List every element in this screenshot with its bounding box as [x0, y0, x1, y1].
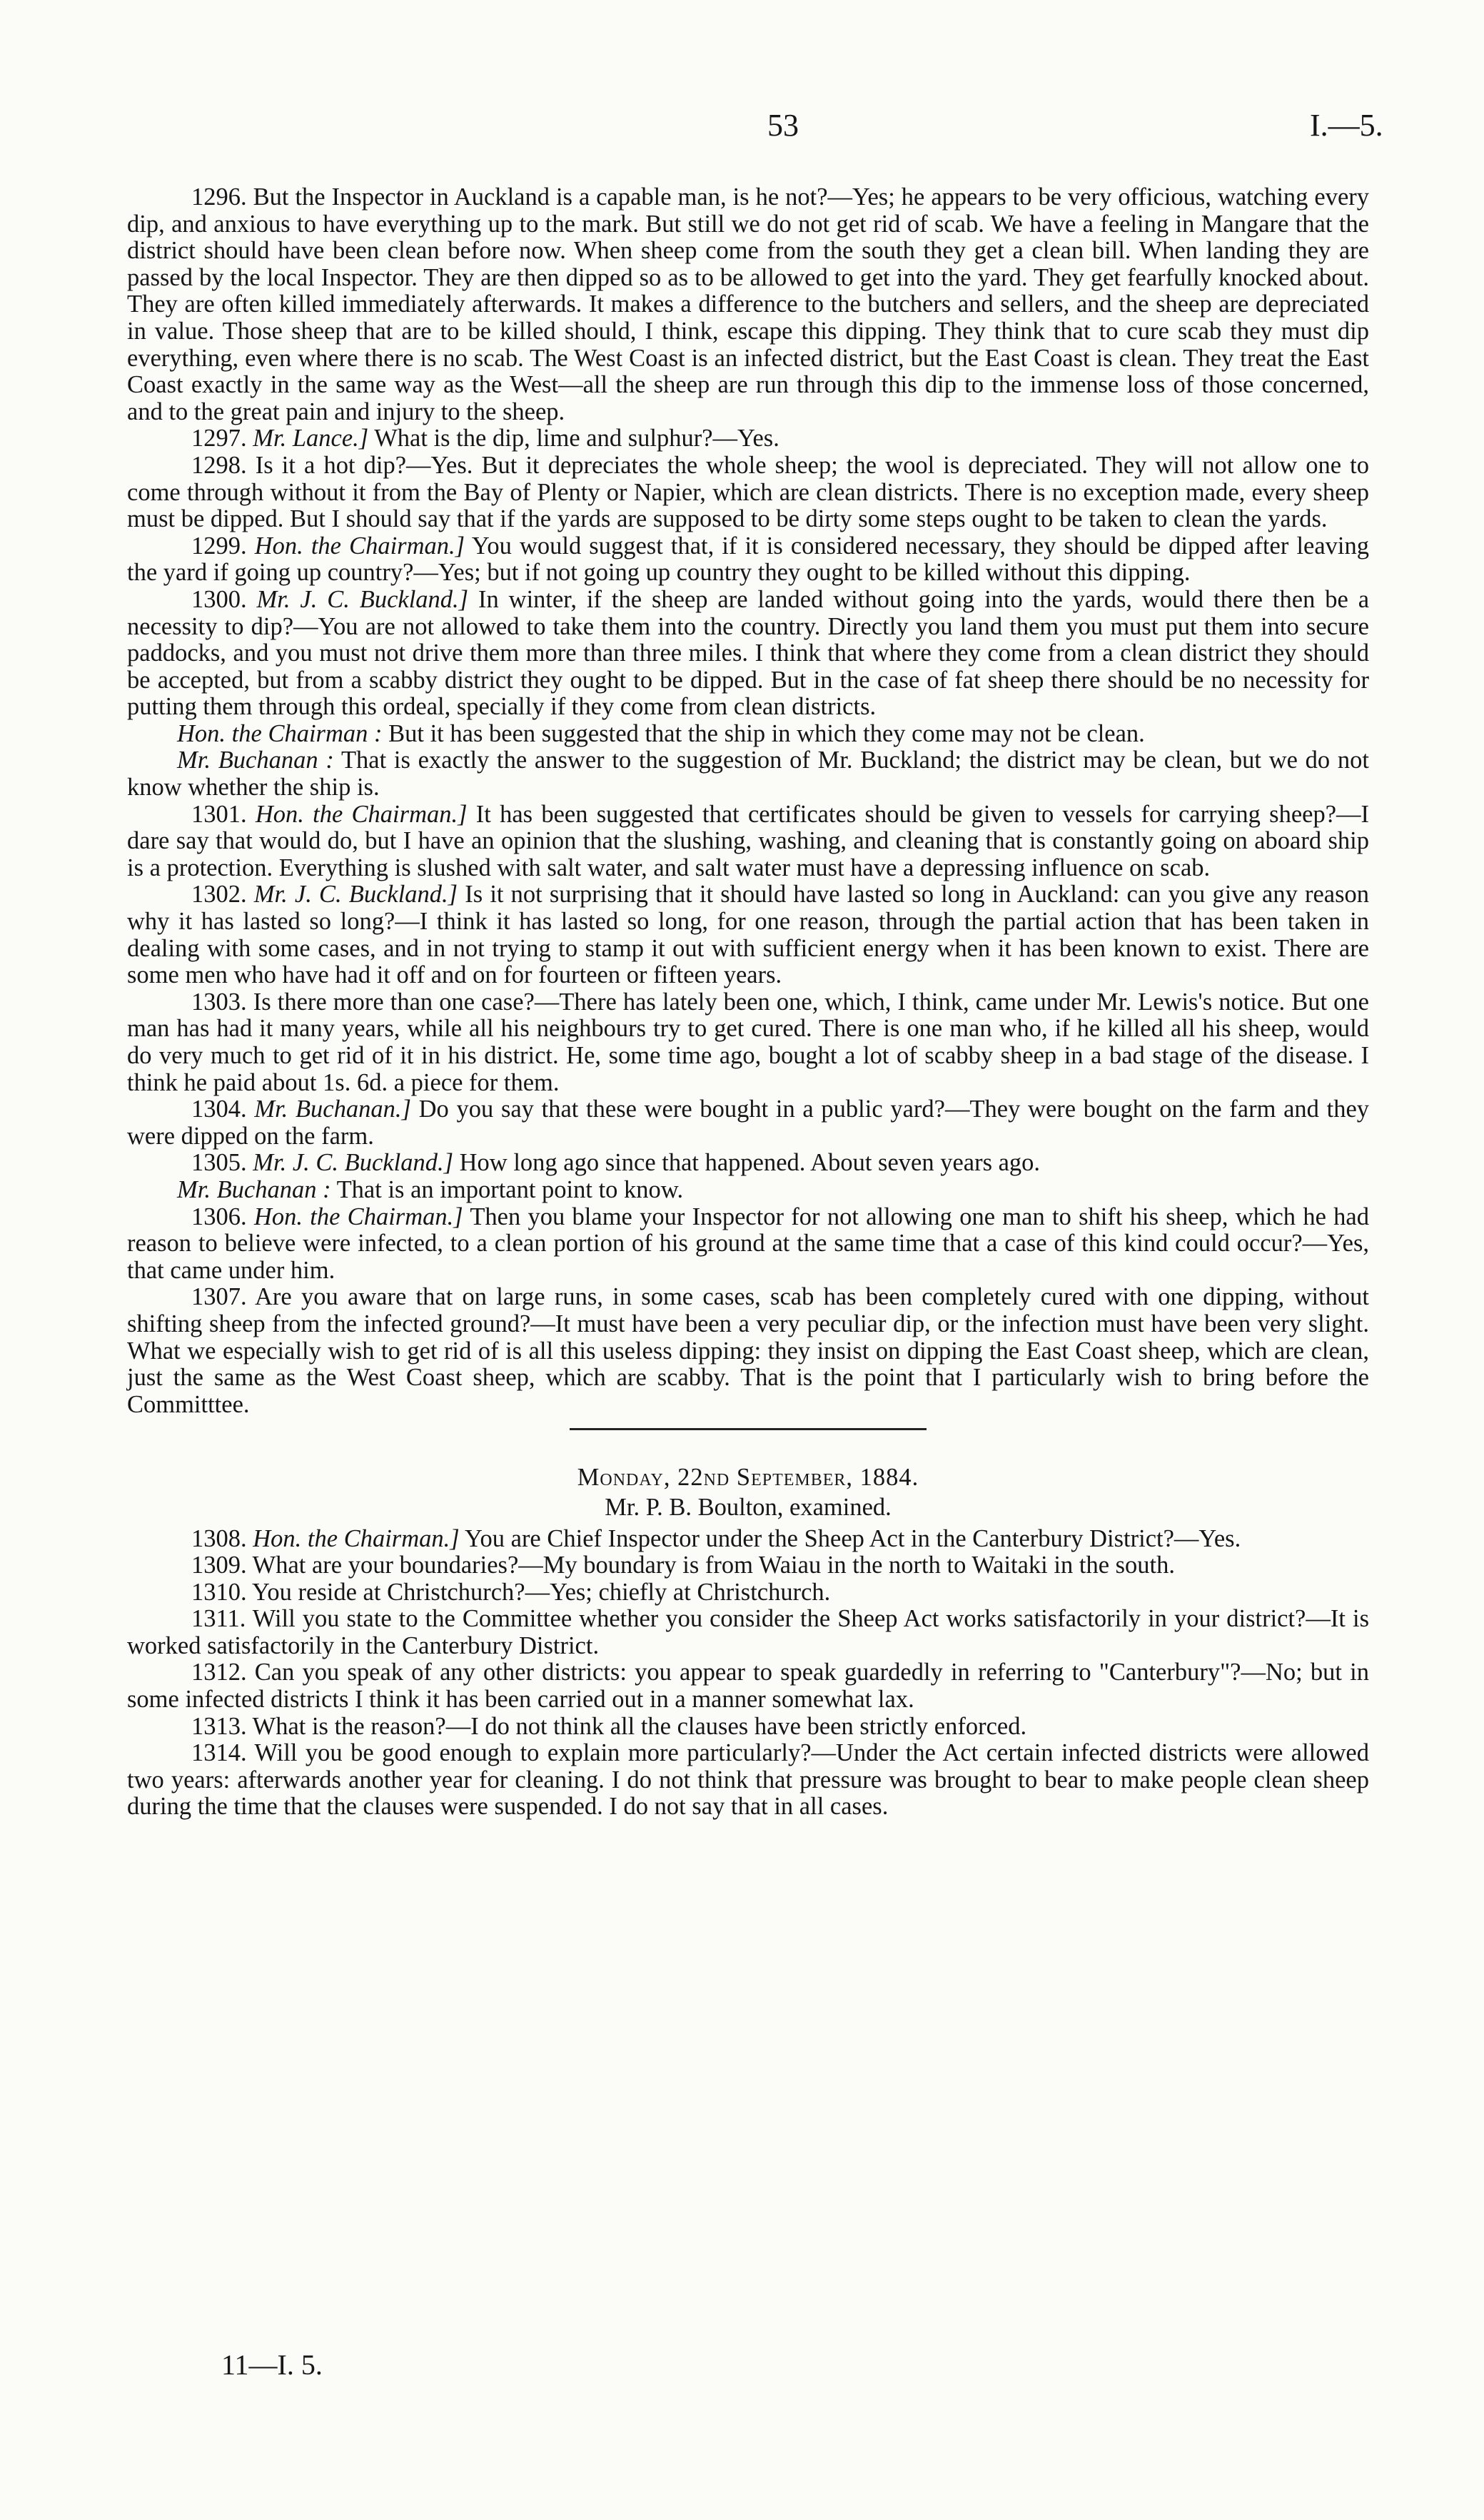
- paragraph-1303: 1303. Is there more than one case?—There has lately been one, which, I think, came under Mr. Lewis's notice. But one man has had it many years, while all his neighbours try to get cured. There is one man who, if he killed all his sheep, would do very much to get rid of it in his district. He, some time ago, bought a lot of scabby sheep in a bad stage of the disease. I think he paid about 1s. 6d. a piece for them.: [127, 988, 1369, 1096]
- paragraph-1299: 1299. Hon. the Chairman.] You would suggest that, if it is considered necessary, they should be dipped after leaving the yard if going up country?—Yes; but if not going up country they ought to be killed without this dipping.: [127, 532, 1369, 587]
- paragraph-1305: 1305. Mr. J. C. Buckland.] How long ago since that happened. About seven years ago.: [191, 1149, 1041, 1177]
- paragraph-1301: 1301. Hon. the Chairman.] It has been suggested that certificates should be given to vessels for carrying sheep?—I dare say that would do, but I have an opinion that the slushing, washing, and cleaning that is constantly going on aboard ship is a protection. Everything is slushed with salt water, and salt water must have a depressing influence on scab.: [127, 800, 1370, 881]
- paragraph-1306: 1306. Hon. the Chairman.] Then you blame your Inspector for not allowing one man to shift his sheep, which he had reason to believe were infected, to a clean portion of his ground at the same time that a case of this kind could occur?—Yes, that came under him.: [127, 1203, 1369, 1284]
- speaker: Hon. the Chairman.]: [253, 1203, 463, 1230]
- paragraph-1298: 1298. Is it a hot dip?—Yes. But it depreciates the whole sheep; the wool is depreciated. They will not allow one to come through without it from the Bay of Plenty or Napier, which are clean districts. There is no exception made, every sheep must be dipped. But I should say that if the yards are supposed to be dirty some steps ought to be taken to clean the yards.: [127, 451, 1369, 533]
- page-header: [0, 107, 1484, 150]
- speaker: Mr. J. C. Buckland.]: [253, 1149, 454, 1177]
- section-date: Monday, 22nd September, 1884.: [577, 1464, 919, 1492]
- speaker: Mr. Buchanan.]: [254, 1095, 411, 1123]
- paragraph-1304: 1304. Mr. Buchanan.] Do you say that these were bought in a public yard?—They were bought on the farm and they were dipped on the farm.: [127, 1095, 1370, 1150]
- paragraph-1300: 1300. Mr. J. C. Buckland.] In winter, if the sheep are landed without going into the yards, would there then be a necessity to dip?—You are not allowed to take them into the country. Directly you land them you must put them into secure paddocks, and you must not drive them more than three miles. I think that where they come from a clean district they should be accepted, but from a scabby district they ought to be dipped. But in the case of fat sheep there should be no necessity for putting them through this ordeal, specially if they come from clean districts.: [127, 585, 1370, 721]
- section-divider: [570, 1428, 927, 1430]
- paragraph-1307: 1307. Are you aware that on large runs, in some cases, scab has been completely cured with one dipping, without shifting sheep from the infected ground?—It must have been a very peculiar dip, or the infection must have been very slight. What we especially wish to get rid of is all this useless dipping: they insist on dipping the East Coast sheep, which are clean, just the same as the West Coast sheep, which are scabby. That is the point that I particularly wish to bring before the Committtee.: [127, 1283, 1369, 1418]
- speaker: Mr. Buchanan :: [177, 1175, 331, 1203]
- speaker: Hon. the Chairman.]: [253, 1524, 460, 1552]
- paragraph-1312: 1312. Can you speak of any other districts: you appear to speak guardedly in referring to "Canterbury"?—No; but in some infected districts I think it has been carried out in a manner somewhat lax.: [127, 1659, 1369, 1714]
- paragraph-1302: 1302. Mr. J. C. Buckland.] Is it not surprising that it should have lasted so long in Auckland: can you give any reason why it has lasted so long?—I think it has lasted so long, for one reason, through the partial action that has been taken in dealing with some cases, and in not trying to stamp it out with sufficient energy when it has been known to exist. There are some men who have had it off and on for fourteen or fifteen years.: [127, 881, 1370, 989]
- speaker: Hon. the Chairman.]: [254, 532, 465, 560]
- signature-mark: 11—I. 5.: [221, 2349, 323, 2381]
- paragraph-buchanan-remark-2: Mr. Buchanan : That is an important point to know.: [177, 1175, 684, 1203]
- witness-heading: Mr. P. B. Boulton, examined.: [605, 1493, 892, 1521]
- speaker: Mr. Buchanan :: [177, 747, 334, 774]
- paragraph-1311: 1311. Will you state to the Committee whether you consider the Sheep Act works satisfactorily in your district?—It is worked satisfactorily in the Canterbury District.: [127, 1605, 1369, 1659]
- speaker: Hon. the Chairman.]: [255, 800, 468, 828]
- paragraph-1313: 1313. What is the reason?—I do not think all the clauses have been strictly enforced.: [191, 1712, 1027, 1740]
- speaker: Hon. the Chairman :: [177, 719, 383, 747]
- paragraph-1308: 1308. Hon. the Chairman.] You are Chief Inspector under the Sheep Act in the Canterbury District?—Yes.: [191, 1524, 1241, 1552]
- speaker: Mr. Lance.]: [253, 425, 369, 452]
- page-number: 53: [767, 108, 799, 143]
- paragraph-chairman-remark: Hon. the Chairman : But it has been suggested that the ship in which they come may not be clean.: [177, 719, 1145, 747]
- document-reference: I.—5.: [1310, 108, 1383, 143]
- paragraph-1309: 1309. What are your boundaries?—My boundary is from Waiau in the north to Waitaki in the south.: [191, 1552, 1176, 1579]
- paragraph-1310: 1310. You reside at Christchurch?—Yes; chiefly at Christchurch.: [191, 1578, 831, 1606]
- speaker: Mr. J. C. Buckland.]: [253, 881, 458, 909]
- paragraph-buchanan-remark: Mr. Buchanan : That is exactly the answer to the suggestion of Mr. Buckland; the district may be clean, but we do not know whether the ship is.: [127, 747, 1369, 801]
- speaker: Mr. J. C. Buckland.]: [256, 585, 469, 613]
- paragraph-1314: 1314. Will you be good enough to explain more particularly?—Under the Act certain infected districts were allowed two years: afterwards another year for cleaning. I do not think that pressure was brought to bear to make people clean sheep during the time that the clauses were suspended. I do not say that in all cases.: [127, 1739, 1369, 1821]
- paragraph-1296: 1296. But the Inspector in Auckland is a capable man, is he not?—Yes; he appears to be very officious, watching every dip, and anxious to have everything up to the mark. But still we do not get rid of scab. We have a feeling in Mangare that the district should have been clean before now. When sheep come from the south they get a clean bill. When landing they are passed by the local Inspector. They are then dipped so as to be allowed to get into the yard. They get fearfully knocked about. They are often killed immediately afterwards. It makes a difference to the butchers and sellers, and the sheep are depreciated in value. Those sheep that are to be killed should, I think, escape this dipping. They think that to cure scab they must dip everything, even where there is no scab. The West Coast is an infected district, but the East Coast is clean. They treat the East Coast exactly in the same way as the West—all the sheep are run through this dip to the immense loss of those concerned, and to the great pain and injury to the sheep.: [127, 183, 1369, 425]
- page-body: [127, 184, 1369, 1821]
- paragraph-1297: 1297. Mr. Lance.] What is the dip, lime and sulphur?—Yes.: [191, 425, 779, 452]
